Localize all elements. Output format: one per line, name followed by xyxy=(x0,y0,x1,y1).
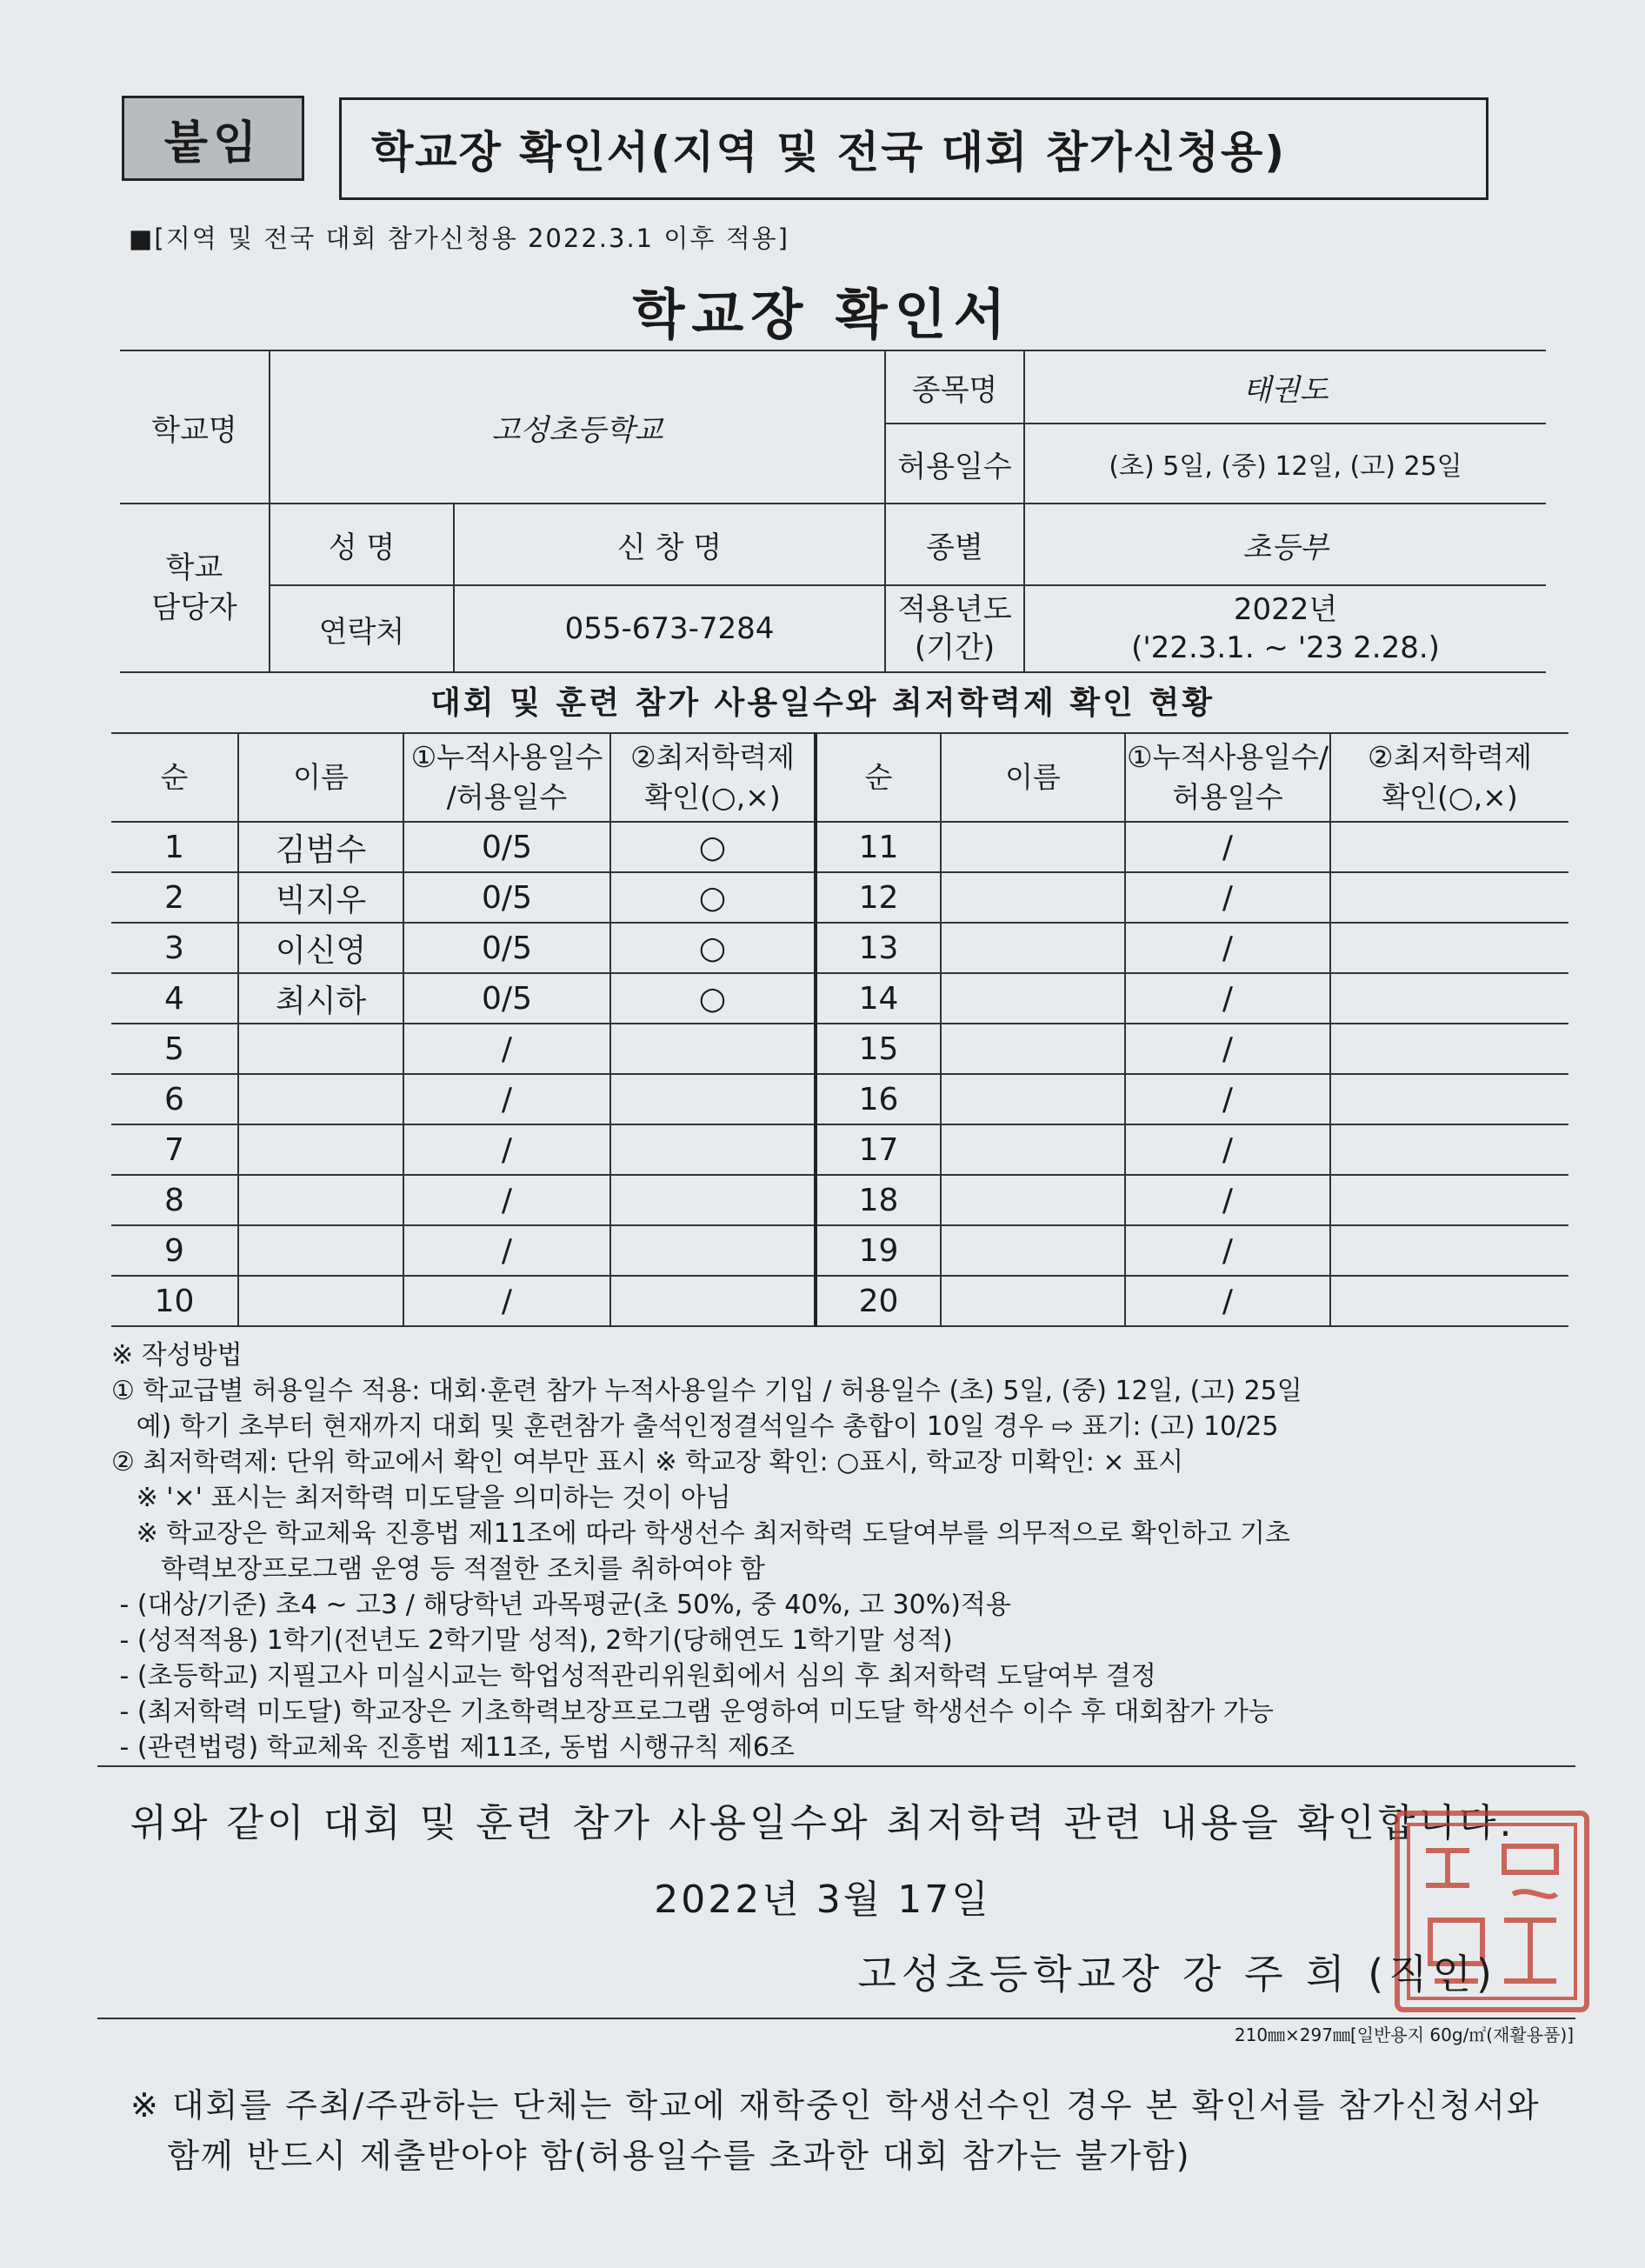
row-name xyxy=(941,872,1125,923)
row-name xyxy=(238,1024,403,1074)
table-row xyxy=(111,872,1568,923)
period-label: 적용년도 (기간) xyxy=(885,585,1024,672)
note-line: 예) 학기 초부터 현재까지 대회 및 훈련참가 출석인정결석일수 총합이 10일 경우 ⇨ 표기: (고) 10/25 xyxy=(111,1411,1279,1442)
confirmation-text: 위와 같이 대회 및 훈련 참가 사용일수와 최저학력 관련 내용을 확인합니다. xyxy=(130,1801,1515,1845)
row-days: / xyxy=(1125,923,1330,973)
row-name xyxy=(941,1276,1125,1326)
row-check xyxy=(1330,1074,1568,1124)
row-check xyxy=(610,1124,816,1175)
row-no: 7 xyxy=(111,1124,238,1175)
row-no: 8 xyxy=(111,1175,238,1225)
row-name xyxy=(941,1175,1125,1225)
row-name: 김범수 xyxy=(238,822,403,872)
row-no: 3 xyxy=(111,923,238,973)
row-check xyxy=(610,1276,816,1326)
row-check xyxy=(610,1175,816,1225)
row-check xyxy=(610,1225,816,1276)
row-name xyxy=(941,923,1125,973)
table-row xyxy=(111,1225,1568,1276)
note-line: - (초등학교) 지필고사 미실시교는 학업성적관리위원회에서 심의 후 최저학력 도달여부 결정 xyxy=(111,1661,1156,1691)
row-check xyxy=(1330,1175,1568,1225)
category-label: 종별 xyxy=(885,504,1024,585)
row-no: 11 xyxy=(816,822,941,872)
row-no: 16 xyxy=(816,1074,941,1124)
row-days: / xyxy=(1125,1074,1330,1124)
row-check xyxy=(610,1074,816,1124)
row-no: 18 xyxy=(816,1175,941,1225)
row-days: / xyxy=(403,1175,610,1225)
contact-label: 연락처 xyxy=(270,585,454,672)
row-days: / xyxy=(403,1074,610,1124)
row-days: / xyxy=(1125,1024,1330,1074)
row-name xyxy=(941,973,1125,1024)
row-name: 빅지우 xyxy=(238,872,403,923)
applies-note: ■[지역 및 전국 대회 참가신청용 2022.3.1 이후 적용] xyxy=(129,223,789,253)
note-line: ② 최저학력제: 단위 학교에서 확인 여부만 표시 ※ 학교장 확인: ○표시, 학교장 미확인: × 표시 xyxy=(111,1447,1184,1478)
row-no: 17 xyxy=(816,1124,941,1175)
sport-label: 종목명 xyxy=(885,350,1024,424)
row-check xyxy=(1330,822,1568,872)
table-row xyxy=(111,1175,1568,1225)
note-line: - (대상/기준) 초4 ~ 고3 / 해당학년 과목평균(초 50%, 중 40%, 고 30%)적용 xyxy=(111,1590,1011,1620)
note-line: ① 학교급별 허용일수 적용: 대회·훈련 참가 누적사용일수 기입 / 허용일수 (초) 5일, (중) 12일, (고) 25일 xyxy=(111,1376,1302,1406)
row-days: / xyxy=(1125,1124,1330,1175)
row-days: 0/5 xyxy=(403,872,610,923)
row-name xyxy=(238,1276,403,1326)
table-row xyxy=(111,822,1568,872)
row-days: / xyxy=(1125,1276,1330,1326)
participation-table xyxy=(111,732,1568,1327)
table-row xyxy=(111,1074,1568,1124)
note-line: - (최저학력 미도달) 학교장은 기초학력보장프로그램 운영하여 미도달 학생선수 이수 후 대회참가 가능 xyxy=(111,1697,1274,1727)
row-no: 20 xyxy=(816,1276,941,1326)
name-value: 신 창 명 xyxy=(454,504,885,585)
school-value: 고성초등학교 xyxy=(270,350,885,504)
row-check: ○ xyxy=(610,872,816,923)
table-row xyxy=(111,1276,1568,1326)
row-days: / xyxy=(403,1024,610,1074)
row-check: ○ xyxy=(610,822,816,872)
period-value xyxy=(1024,585,1546,672)
header-days: ①누적사용일수 /허용일수 xyxy=(403,733,610,822)
header-no-2: 순 xyxy=(816,733,941,822)
row-name xyxy=(238,1074,403,1124)
row-check xyxy=(1330,973,1568,1024)
row-name xyxy=(941,1124,1125,1175)
row-check xyxy=(1330,1124,1568,1175)
header-check: ②최저학력제 확인(○,×) xyxy=(610,733,816,822)
row-no: 1 xyxy=(111,822,238,872)
header-title: 학교장 확인서(지역 및 전국 대회 참가신청용) xyxy=(339,97,1488,200)
period-year: 2022년 xyxy=(1233,592,1338,627)
row-no: 5 xyxy=(111,1024,238,1074)
note-line: ※ 작성방법 xyxy=(111,1340,243,1371)
header-days-2: ①누적사용일수/ 허용일수 xyxy=(1125,733,1330,822)
table-row xyxy=(111,923,1568,973)
row-no: 15 xyxy=(816,1024,941,1074)
row-days: / xyxy=(403,1225,610,1276)
header-name: 이름 xyxy=(238,733,403,822)
period-range: ('22.3.1. ~ '23 2.28.) xyxy=(1131,630,1440,665)
row-no: 9 xyxy=(111,1225,238,1276)
info-table xyxy=(120,350,1546,673)
row-name xyxy=(941,1024,1125,1074)
row-days: / xyxy=(1125,973,1330,1024)
row-name xyxy=(238,1124,403,1175)
sport-value: 태권도 xyxy=(1024,350,1546,424)
allowed-days-value: (초) 5일, (중) 12일, (고) 25일 xyxy=(1024,424,1546,504)
row-days: / xyxy=(403,1276,610,1326)
row-check xyxy=(1330,872,1568,923)
name-label: 성 명 xyxy=(270,504,454,585)
row-name xyxy=(941,1074,1125,1124)
footer-line: ※ 대회를 주최/주관하는 단체는 학교에 재학중인 학생선수인 경우 본 확인서를 참가신청서와 xyxy=(130,2086,1541,2125)
row-no: 2 xyxy=(111,872,238,923)
row-name xyxy=(941,822,1125,872)
footer-note xyxy=(130,2080,1541,2181)
row-days: / xyxy=(403,1124,610,1175)
allowed-days-label: 허용일수 xyxy=(885,424,1024,504)
row-no: 13 xyxy=(816,923,941,973)
row-name: 최시하 xyxy=(238,973,403,1024)
table-row xyxy=(111,973,1568,1024)
note-line: - (관련법령) 학교체육 진흥법 제11조, 동법 시행규칙 제6조 xyxy=(111,1732,795,1763)
row-check xyxy=(1330,1024,1568,1074)
row-check xyxy=(1330,923,1568,973)
note-line: - (성적적용) 1학기(전년도 2학기말 성적), 2학기(당해연도 1학기말 성적) xyxy=(111,1625,953,1656)
row-no: 19 xyxy=(816,1225,941,1276)
manager-label: 학교 담당자 xyxy=(120,504,270,672)
row-check xyxy=(610,1024,816,1074)
row-name: 이신영 xyxy=(238,923,403,973)
row-no: 12 xyxy=(816,872,941,923)
issue-date: 2022년 3월 17일 xyxy=(654,1878,991,1922)
divider xyxy=(97,2018,1575,2019)
table-row xyxy=(111,1124,1568,1175)
row-check xyxy=(1330,1276,1568,1326)
attachment-badge: 붙임 xyxy=(122,96,304,181)
instructions xyxy=(111,1337,1572,1765)
document-title: 학교장 확인서 xyxy=(632,283,1013,346)
row-days: / xyxy=(1125,1225,1330,1276)
row-no: 14 xyxy=(816,973,941,1024)
school-label: 학교명 xyxy=(120,350,270,504)
section-title: 대회 및 훈련 참가 사용일수와 최저학력제 확인 현황 xyxy=(430,685,1215,721)
row-days: 0/5 xyxy=(403,822,610,872)
header-check-2: ②최저학력제 확인(○,×) xyxy=(1330,733,1568,822)
paper-spec: 210㎜×297㎜[일반용지 60g/㎡(재활용품)] xyxy=(1234,2025,1574,2045)
footer-line: 함께 반드시 제출받아야 함(허용일수를 초과한 대회 참가는 불가함) xyxy=(130,2137,1191,2175)
row-name xyxy=(238,1225,403,1276)
row-name xyxy=(941,1225,1125,1276)
row-check: ○ xyxy=(610,973,816,1024)
row-days: / xyxy=(1125,1175,1330,1225)
note-line: ※ '×' 표시는 최저학력 미도달을 의미하는 것이 아님 xyxy=(111,1483,731,1513)
row-no: 10 xyxy=(111,1276,238,1326)
row-check: ○ xyxy=(610,923,816,973)
principal-signature: 고성초등학교장 강 주 희 (직인) xyxy=(857,1951,1497,1998)
row-days: / xyxy=(1125,872,1330,923)
row-days: 0/5 xyxy=(403,923,610,973)
row-check xyxy=(1330,1225,1568,1276)
note-line: ※ 학교장은 학교체육 진흥법 제11조에 따라 학생선수 최저학력 도달여부를 의무적으로 확인하고 기초 xyxy=(111,1518,1291,1549)
note-line: 학력보장프로그램 운영 등 적절한 조치를 취하여야 함 xyxy=(111,1554,765,1584)
header-name-2: 이름 xyxy=(941,733,1125,822)
row-no: 4 xyxy=(111,973,238,1024)
row-no: 6 xyxy=(111,1074,238,1124)
row-name xyxy=(238,1175,403,1225)
row-days: / xyxy=(1125,822,1330,872)
table-row xyxy=(111,1024,1568,1074)
category-value: 초등부 xyxy=(1024,504,1546,585)
header-no: 순 xyxy=(111,733,238,822)
contact-value: 055-673-7284 xyxy=(454,585,885,672)
divider xyxy=(97,1765,1575,1767)
row-days: 0/5 xyxy=(403,973,610,1024)
